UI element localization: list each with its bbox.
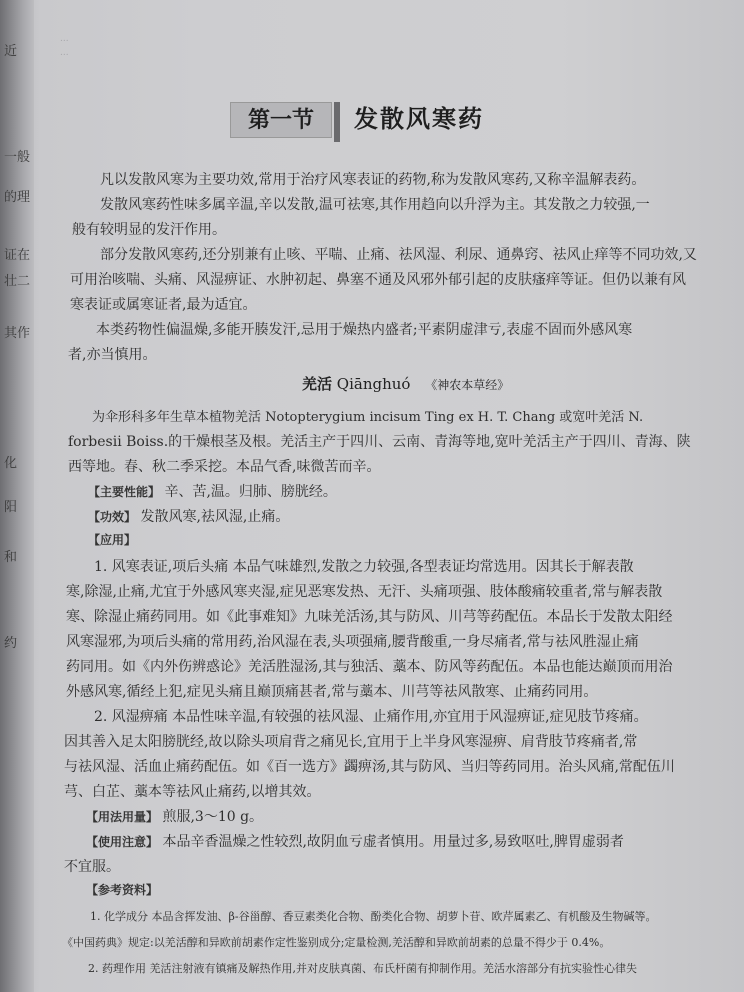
reference-line: 1. 化学成分 本品含挥发油、β-谷甾醇、香豆素类化合物、酚类化合物、胡萝卜苷、欧芹属素乙、有机酸及生物碱等。 (90, 910, 657, 923)
herb-description-line: 西等地。春、秋二季采挖。本品气香,味微苦而辛。 (68, 459, 381, 475)
spine-text: 约 (4, 636, 18, 651)
intro-line: 般有较明显的发汗作用。 (72, 222, 226, 238)
application-line: 芎、白芷、藁本等祛风止痛药,以增其效。 (64, 784, 321, 800)
usage-text: 煎服,3～10 g。 (162, 809, 264, 825)
intro-line: 者,亦当慎用。 (68, 347, 157, 363)
herb-source: 《神农本草经》 (425, 378, 510, 392)
effect-text: 发散风寒,祛风湿,止痛。 (140, 509, 290, 525)
reference-label-text: 【参考资料】 (86, 883, 159, 897)
usage-label: 【用法用量】 (86, 810, 159, 824)
herb-description-line: 为伞形科多年生草本植物羌活 Notopterygium incisum Ting ex H. T. Chang 或宽叶羌活 N. (92, 410, 644, 425)
reference-label (86, 881, 158, 898)
application-line: 风寒湿邪,为项后头痛的常用药,治风湿在表,头项强痛,腰背酸重,一身尽痛者,常与祛风胜湿止痛 (66, 634, 639, 650)
effect-row (88, 506, 289, 526)
effect-label: 【功效】 (88, 510, 137, 524)
spine-text: 壮二 (4, 274, 31, 289)
caution-label: 【使用注意】 (86, 835, 159, 849)
application-line: 寒、除湿止痛药同用。如《此事难知》九味羌活汤,其与防风、川芎等药配伍。本品长于发散太阳经 (66, 609, 673, 625)
application-line: 与祛风湿、活血止痛药配伍。如《百一选方》蠲痹汤,其与防风、当归等药同用。治头风痛,常配伍川 (64, 759, 675, 775)
bleed-through-text: ... (60, 48, 69, 58)
properties-row (88, 481, 337, 501)
spine-text: 的理 (4, 190, 31, 205)
application-line: 2. 风湿痹痛 本品性味辛温,有较强的祛风湿、止痛作用,亦宜用于风湿痹证,症见肢节疼痛。 (94, 709, 648, 725)
application-line: 1. 风寒表证,项后头痛 本品气味雄烈,发散之力较强,各型表证均常选用。因其长于解表散 (94, 559, 634, 575)
caution-text: 本品辛香温燥之性较烈,故阴血亏虚者慎用。用量过多,易致呕吐,脾胃虚弱者 (162, 834, 624, 850)
application-line: 因其善入足太阳膀胱经,故以除头项肩背之痛见长,宜用于上半身风寒湿痹、肩背肢节疼痛者,常 (64, 734, 638, 750)
title-divider (334, 102, 340, 142)
caution-row (86, 831, 624, 851)
application-label (88, 531, 136, 548)
herb-description-line: forbesii Boiss.的干燥根茎及根。羌活主产于四川、云南、青海等地,宽叶羌活主产于四川、青海、陕 (68, 434, 691, 450)
spine-text: 一般 (4, 150, 31, 165)
application-label-text: 【应用】 (88, 533, 137, 547)
intro-line: 凡以发散风寒为主要功效,常用于治疗风寒表证的药物,称为发散风寒药,又称辛温解表药。 (100, 172, 646, 188)
bleed-through-text: ... (60, 34, 69, 44)
intro-line: 部分发散风寒药,还分别兼有止咳、平喘、止痛、祛风湿、利尿、通鼻窍、祛风止痒等不同功效,又 (100, 247, 697, 263)
properties-text: 辛、苦,温。归肺、膀胱经。 (164, 484, 337, 500)
section-heading: 发散风寒药 (354, 104, 484, 133)
intro-line: 发散风寒药性味多属辛温,辛以发散,温可祛寒,其作用趋向以升浮为主。其发散之力较强,一 (100, 197, 650, 213)
spine-text: 证在 (4, 248, 31, 263)
section-title (230, 102, 550, 142)
spine-text: 其作 (4, 326, 31, 341)
spine-text: 阳 (4, 500, 18, 515)
intro-line: 寒表证或属寒证者,最为适宜。 (70, 297, 257, 313)
application-line: 药同用。如《内外伤辨惑论》羌活胜湿汤,其与独活、藁本、防风等药配伍。本品也能达巅顶而用治 (66, 659, 673, 675)
spine-text: 和 (4, 550, 18, 565)
usage-row (86, 806, 263, 826)
spine-text: 近 (4, 44, 18, 59)
section-number: 第一节 (230, 102, 332, 138)
intro-line: 本类药物性偏温燥,多能开腠发汗,忌用于燥热内盛者;平素阴虚津亏,表虚不固而外感风寒 (96, 322, 633, 338)
herb-pinyin: Qiānghuó (336, 375, 411, 393)
application-line: 寒,除湿,止痛,尤宜于外感风寒夹湿,症见恶寒发热、无汗、头痛项强、肢体酸痛较重者,常与解表散 (66, 584, 663, 600)
spine-text: 化 (4, 456, 18, 471)
caution-line: 不宜服。 (64, 859, 120, 875)
reference-line: 《中国药典》规定:以羌活醇和异欧前胡素作定性鉴别成分;定量检测,羌活醇和异欧前胡素的总量不得少于 0.4%。 (62, 936, 611, 949)
herb-heading (302, 373, 509, 394)
reference-line: 2. 药理作用 羌活注射液有镇痛及解热作用,并对皮肤真菌、布氏杆菌有抑制作用。羌活水溶部分有抗实验性心律失 (88, 962, 637, 975)
intro-line: 可用治咳喘、头痛、风湿痹证、水肿初起、鼻塞不通及风邪外郁引起的皮肤瘙痒等证。但仍以兼有风 (70, 272, 686, 288)
application-line: 外感风寒,循经上犯,症见头痛且巅顶痛甚者,常与藁本、川芎等祛风散寒、止痛药同用。 (66, 684, 598, 700)
properties-label: 【主要性能】 (88, 485, 161, 499)
herb-name: 羌活 (302, 375, 333, 393)
